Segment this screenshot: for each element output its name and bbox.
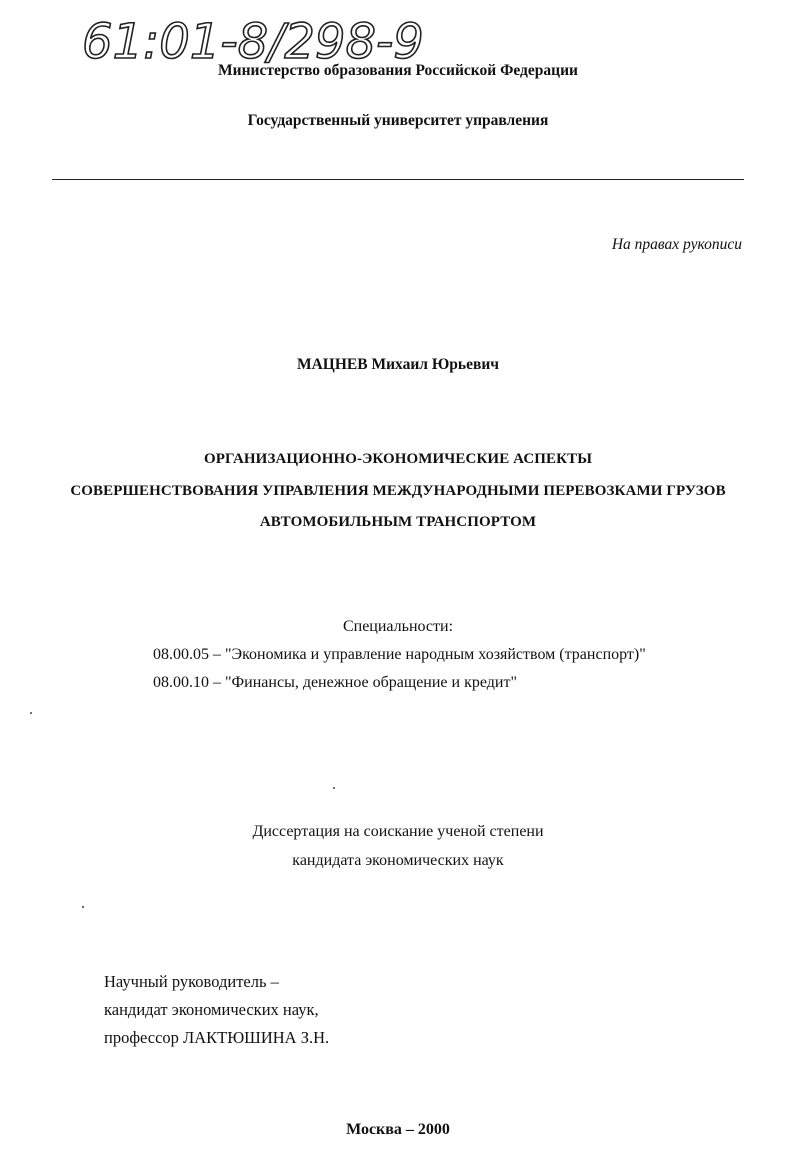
dissertation-title-line: СОВЕРШЕНСТВОВАНИЯ УПРАВЛЕНИЯ МЕЖДУНАРОДНЫМИ ПЕРЕВОЗКАМИ ГРУЗОВ xyxy=(70,483,726,499)
specialty-item: 08.00.10 – "Финансы, денежное обращение и кредит" xyxy=(153,674,517,691)
city-year: Москва – 2000 xyxy=(346,1121,450,1138)
advisor-line: Научный руководитель – xyxy=(104,972,279,991)
handwritten-archive-number xyxy=(80,8,520,70)
specialty-item: 08.00.05 – "Экономика и управление народным хозяйством (транспорт)" xyxy=(153,646,646,663)
scan-speck xyxy=(30,712,32,714)
ministry-heading: Министерство образования Российской Федерации xyxy=(218,62,578,79)
degree-line: кандидата экономических наук xyxy=(292,852,504,869)
handwritten-number-drawing xyxy=(80,8,520,70)
dissertation-title-line: АВТОМОБИЛЬНЫМ ТРАНСПОРТОМ xyxy=(259,514,537,530)
specialties-heading: Специальности: xyxy=(342,618,454,635)
university-heading: Государственный университет управления xyxy=(247,112,549,129)
degree-line: Диссертация на соискание ученой степени xyxy=(252,823,544,840)
scan-speck xyxy=(82,906,84,908)
header-divider xyxy=(52,179,744,180)
scan-speck xyxy=(333,787,335,789)
advisor-line: кандидат экономических наук, xyxy=(104,1000,319,1019)
manuscript-note: На правах рукописи xyxy=(611,236,742,253)
dissertation-title-line: ОРГАНИЗАЦИОННО-ЭКОНОМИЧЕСКИЕ АСПЕКТЫ xyxy=(203,451,593,467)
handwritten-number-text: 61:01-8/298-9 xyxy=(82,14,424,70)
advisor-line: профессор ЛАКТЮШИНА З.Н. xyxy=(104,1028,330,1047)
author-name: МАЦНЕВ Михаил Юрьевич xyxy=(296,356,500,373)
